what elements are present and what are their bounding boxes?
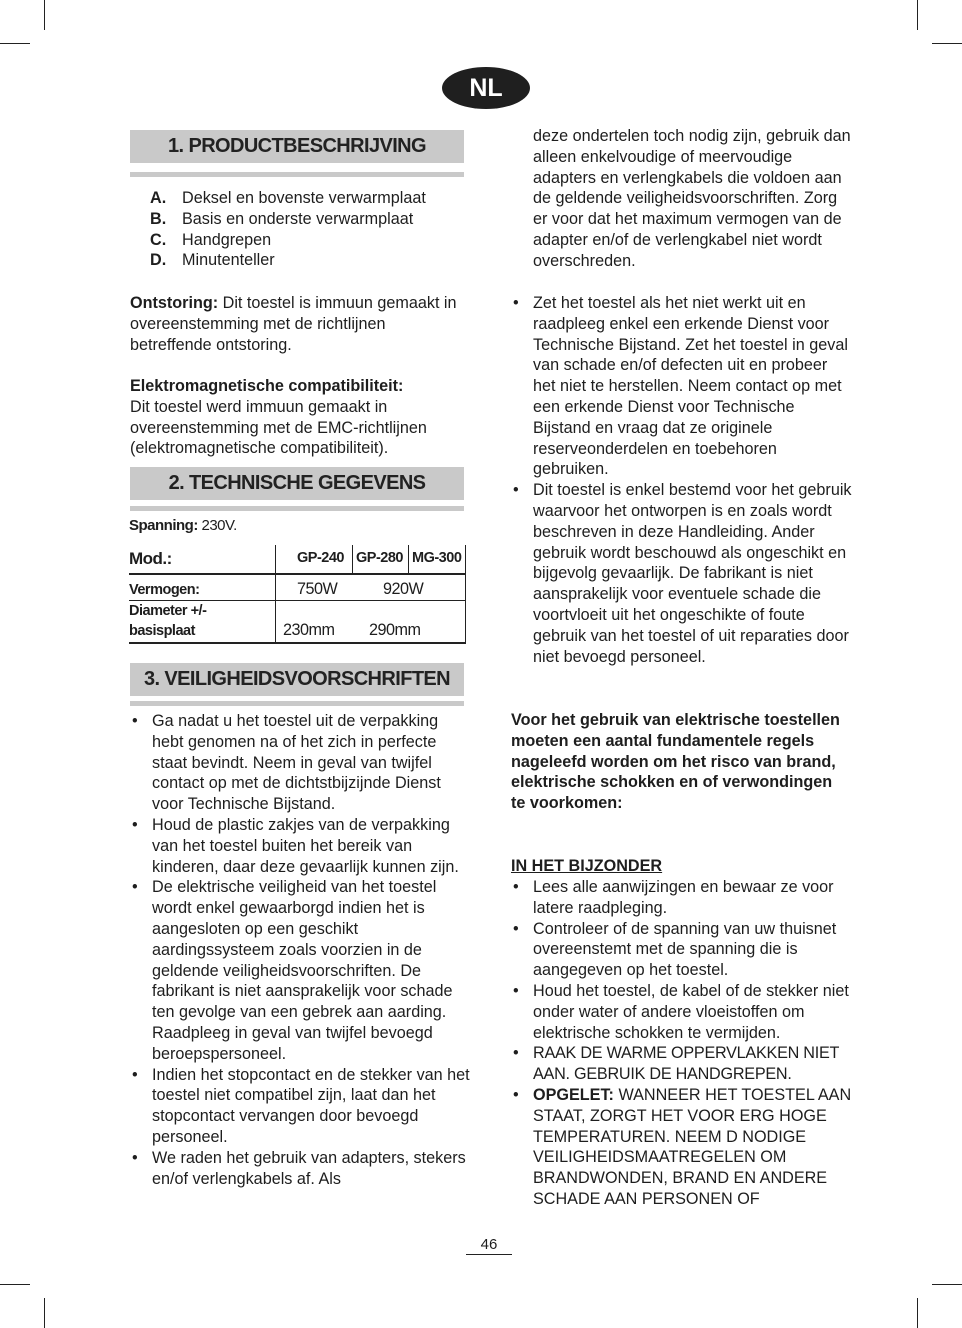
page-number-underline [466,1254,512,1255]
table-divider [129,573,466,575]
table-divider [352,545,353,573]
table-header-model: MG-300 [412,550,462,566]
table-header-model: GP-240 [297,550,344,566]
section-underline [130,172,464,177]
spanning-value: 230V. [197,517,237,534]
subheading-in-het-bijzonder: IN HET BIJZONDER [511,857,663,875]
list-item [150,189,426,210]
emc-label: Elektromagnetische compatibiliteit: [130,377,404,395]
list-item [150,251,426,272]
spanning-label: Spanning: [129,517,198,534]
table-row-label: Diameter +/- [129,603,207,619]
crop-mark [0,1284,30,1285]
table-cell: 290mm [369,621,421,639]
table-row-label: basisplaat [129,623,195,639]
section-heading-safety: 3. VEILIGHEIDSVOORSCHRIFTEN [130,663,464,696]
list-item [150,210,426,231]
list-item: • We raden het gebruik van adapters, stekers en/of verlengkabels af. Als [130,1148,470,1190]
table-header-label: Mod.: [129,549,172,568]
table-divider [129,600,466,601]
crop-mark [932,1284,962,1285]
section-underline [130,506,464,511]
part-letter: A. [150,189,167,207]
specs-table [129,545,466,643]
list-item: • Houd de plastic zakjes van de verpakking van het toestel buiten het bereik van kinderen, daar deze gevaarlijk kunnen zijn. [130,815,470,877]
emc-text: Dit toestel werd immuun gemaakt in overeenstemming met de EMC-richtlijnen (elektromagnetische compatibiliteit). [130,397,427,458]
safety-bullets-right [511,293,853,667]
page-number: 46 [480,1236,498,1253]
parts-list [150,189,426,272]
list-item: • Zet het toestel als het niet werkt uit en raadpleeg enkel een erkende Dienst voor Technische Bijstand. Zet het toestel in geval van schade en/of defecten uit en probeer het niet te herstellen. Neem contact op met een erkende Dienst voor Technische Bijstand en vraag dat ze originele reserveonderdelen en toebehoren gebruiken. [511,293,853,480]
list-item: • Houd het toestel, de kabel of de stekker niet onder water of andere vloeistoffen om elektrische schokken te vermijden. [511,981,853,1043]
special-bullets [511,877,853,1210]
list-item: • Ga nadat u het toestel uit de verpakking hebt genomen na of het zich in perfecte staat bevindt. Neem in geval van twijfel contact op met de dichtstbijzijnde Dienst voor Technische Bijstand. [130,711,470,815]
safety-bullets-left [130,711,470,1189]
list-item: • Controleer of de spanning van uw thuisnet overeenstemt met de spanning die is aangegeven op het toestel. [511,919,853,981]
part-text: Deksel en bovenste verwarmplaat [182,189,426,207]
crop-mark [917,1298,918,1328]
crop-mark [44,1298,45,1328]
ontstoring-text: Dit toestel is immuun gemaakt in overeenstemming met de richtlijnen betreffende ontstoring. [130,294,457,354]
table-cell: 920W [383,580,424,598]
part-text: Minutenteller [182,251,275,270]
list-item-opgelet [511,1085,853,1210]
table-header-model: GP-280 [356,550,403,566]
ontstoring-paragraph [130,293,466,355]
part-letter: B. [150,209,167,228]
part-text: Basis en onderste verwarmplaat [182,209,414,228]
list-item: • Dit toestel is enkel bestemd voor het gebruik waarvoor het ontworpen is en zoals wordt beschreven in deze Handleiding. Ander gebruik wordt beschouwd als ongeschikt en bijgevolg gevaarlijk. De fabrikant is niet aansprakelijk voor eventuele schade die voortvloeit uit het ongeschikte of foute gebruik van het toestel of uit reparaties door niet bevoegd personeel. [511,480,853,667]
table-cell: 230mm [283,621,335,639]
opgelet-label: OPGELET: [533,1085,614,1104]
part-letter: D. [150,251,167,270]
language-badge: NL [442,67,530,109]
table-cell: 750W [297,580,338,598]
list-item: • De elektrische veiligheid van het toestel wordt enkel gewaarborgd indien het is aangesloten op een geschikt aardingssysteem zoals voorzien in de geldende veiligheidsvoorschriften. De fabrikant is niet aansprakelijk voor schade ten gevolge van een gebrek aan aarding. Raadpleeg in geval van twijfel bevoegd beroepspersoneel. [130,877,470,1064]
crop-mark [917,0,918,30]
section-heading-technical: 2. TECHNISCHE GEGEVENS [130,467,464,500]
table-divider [408,545,409,573]
table-row-label: Vermogen: [129,582,200,598]
part-letter: C. [150,230,167,249]
table-divider [129,642,466,644]
crop-mark [0,43,30,44]
crop-mark [932,43,962,44]
list-item [150,231,426,252]
ontstoring-label: Ontstoring: [130,294,219,312]
table-divider [465,545,466,643]
crop-mark [44,0,45,30]
list-item: • Indien het stopcontact en de stekker van het toestel niet compatibel zijn, laat dan het stopcontact vervangen door bevoegd personeel. [130,1065,470,1148]
emc-paragraph [130,376,466,459]
warning-paragraph: Voor het gebruik van elektrische toestellen moeten een aantal fundamentele regels nageleefd worden om het risco van brand, elektrische schokken en of verwondingen te voorkomen: [511,711,840,813]
continuation-text: deze ondertelen toch nodig zijn, gebruik dan alleen enkelvoudige of meervoudige adapters en verlengkabels die voldoen aan de geldende veiligheidsvoorschriften. Zorg er voor dat het maximum vermogen van de adapter en/of de verlengkabel niet wordt overschreden. [533,127,851,270]
list-item: • Lees alle aanwijzingen en bewaar ze voor latere raadpleging. [511,877,853,919]
part-text: Handgrepen [182,230,272,249]
spanning-line [129,517,237,534]
opgelet-text: WANNEER HET TOESTEL AAN STAAT, ZORGT HET VOOR ERG HOGE TEMPERATUREN. NEEM D NODIGE VEILIGHEIDSMAATREGELEN OM BRANDWONDEN, BRAND EN ANDERE SCHADE AAN PERSONEN OF [533,1085,852,1208]
list-item: • RAAK DE WARME OPPERVLAKKEN NIET AAN. GEBRUIK DE HANDGREPEN. [511,1043,853,1085]
section-heading-product: 1. PRODUCTBESCHRIJVING [130,130,464,163]
section-underline [130,701,464,706]
table-divider [275,545,276,643]
